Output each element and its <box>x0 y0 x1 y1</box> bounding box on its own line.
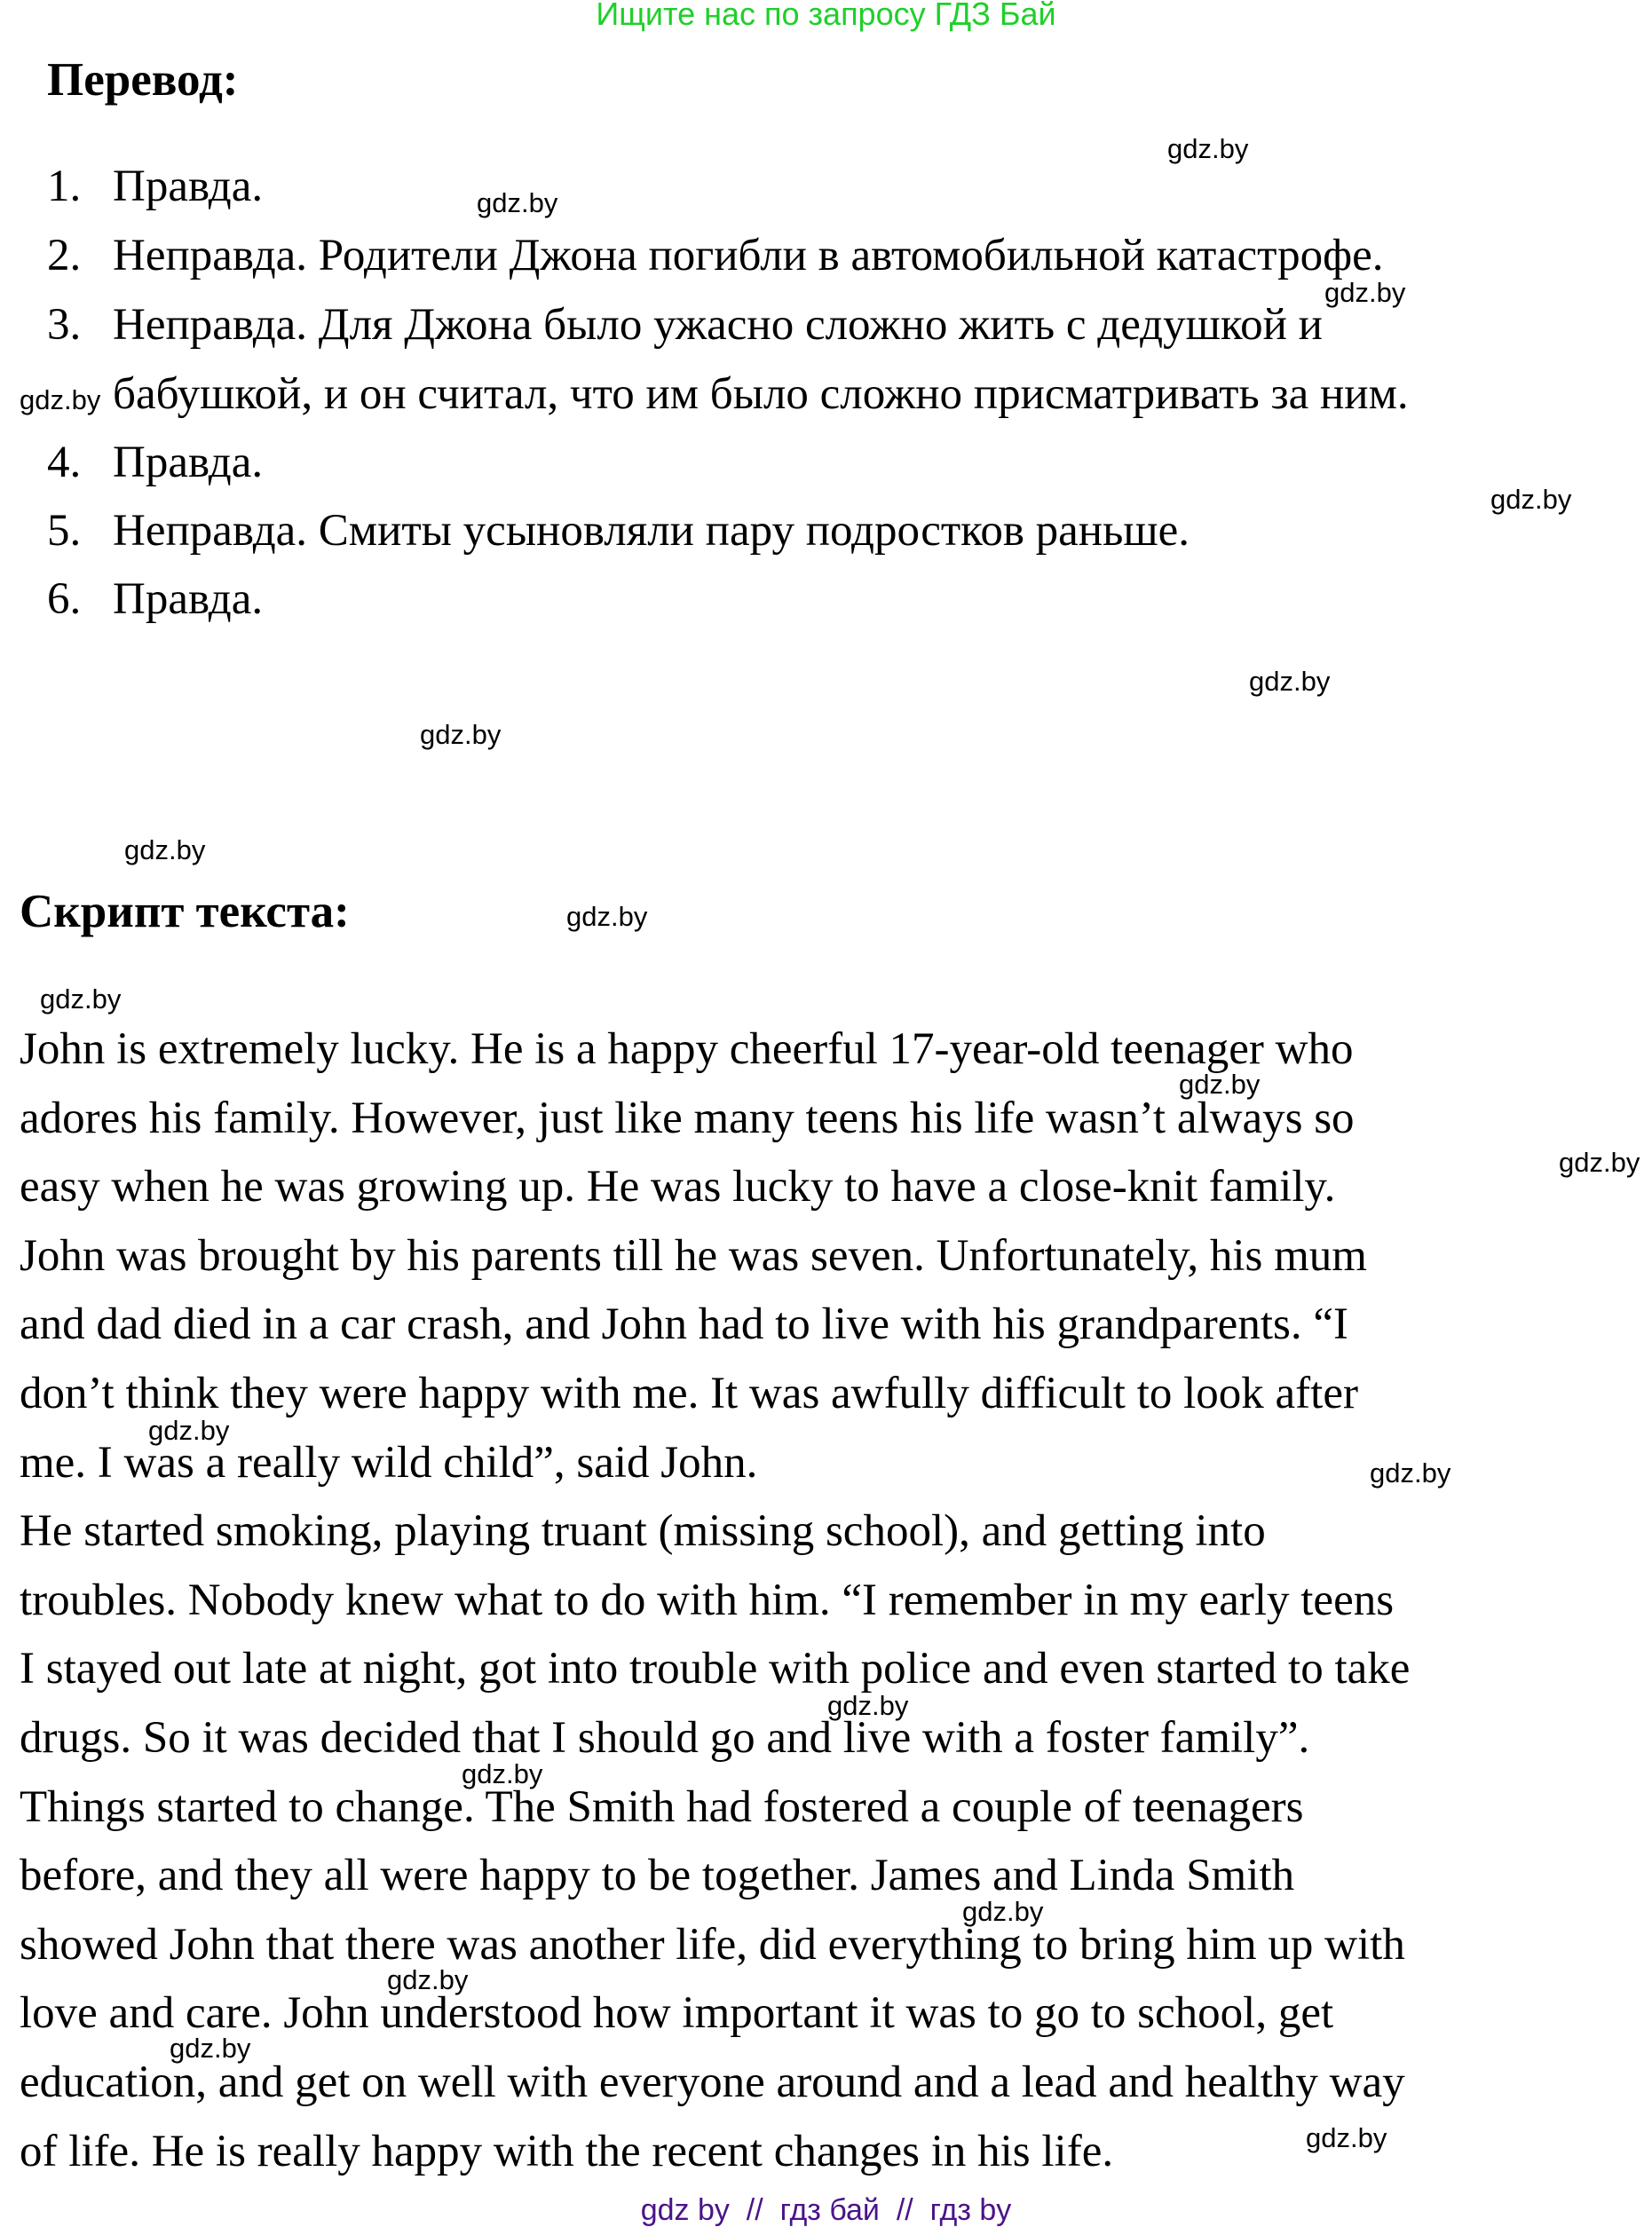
watermark: gdz.by <box>462 1758 543 1789</box>
script-line: John is extremely lucky. He is a happy cheerful 17-year-old teenager who <box>20 1024 1354 1074</box>
list-item: Неправда. Родители Джона погибли в автомобильной катастрофе. <box>113 231 1384 280</box>
watermark: gdz.by <box>387 1964 469 1995</box>
list-item: Правда. <box>113 162 264 211</box>
script-line: troubles. Nobody knew what to do with him. “I remember in my early teens <box>20 1575 1395 1625</box>
script-line: showed John that there was another life, did everything to bring him up with <box>20 1919 1405 1970</box>
watermark: gdz.by <box>20 384 101 415</box>
watermark: gdz.by <box>566 901 648 932</box>
script-line: I stayed out late at night, got into trouble with police and even started to take <box>20 1644 1411 1694</box>
watermark: gdz.by <box>1324 277 1406 308</box>
watermark: gdz.by <box>1559 1147 1640 1178</box>
watermark: gdz.by <box>420 719 502 750</box>
script-line: education, and get on well with everyone around and a lead and healthy way <box>20 2057 1405 2107</box>
item-number: 1. <box>47 162 82 211</box>
script-heading: Скрипт текста: <box>20 886 350 937</box>
watermark: gdz.by <box>477 187 558 218</box>
script-line: before, and they all were happy to be together. James and Linda Smith <box>20 1851 1295 1901</box>
item-number: 4. <box>47 438 82 487</box>
script-line: and dad died in a car crash, and John had to live with his grandparents. “I <box>20 1299 1348 1350</box>
footer-links: gdz by // гдз бай // гдз by <box>640 2193 1012 2227</box>
script-line: adores his family. However, just like many teens his life wasn’t always so <box>20 1093 1355 1143</box>
list-item: Неправда. Смиты усыновляли пару подростков раньше. <box>113 506 1190 556</box>
list-item: Правда. <box>113 438 264 487</box>
watermark: gdz.by <box>148 1415 230 1446</box>
search-banner: Ищите нас по запросу ГДЗ Бай <box>596 0 1056 32</box>
item-number: 5. <box>47 506 82 556</box>
item-number: 3. <box>47 300 82 350</box>
watermark: gdz.by <box>1490 484 1572 515</box>
watermark: gdz.by <box>170 2033 251 2064</box>
script-line: John was brought by his parents till he was seven. Unfortunately, his mum <box>20 1230 1367 1281</box>
script-line: love and care. John understood how important it was to go to school, get <box>20 1988 1334 2039</box>
script-line: don’t think they were happy with me. It was awfully difficult to look after <box>20 1369 1358 1418</box>
watermark: gdz.by <box>40 983 122 1015</box>
script-line: Things started to change. The Smith had fostered a couple of teenagers <box>20 1781 1304 1832</box>
script-line: of life. He is really happy with the recent changes in his life. <box>20 2126 1114 2176</box>
watermark: gdz.by <box>1370 1457 1451 1489</box>
script-line: easy when he was growing up. He was lucky to have a close-knit family. <box>20 1162 1336 1212</box>
watermark: gdz.by <box>1179 1069 1261 1100</box>
list-item: Правда. <box>113 574 264 624</box>
list-item-continuation: бабушкой, и он считал, что им было сложно присматривать за ним. <box>113 369 1409 419</box>
watermark: gdz.by <box>827 1690 909 1721</box>
script-line: me. I was a really wild child”, said John. <box>20 1437 758 1488</box>
item-number: 2. <box>47 231 82 280</box>
script-line: He started smoking, playing truant (missing school), and getting into <box>20 1506 1266 1557</box>
watermark: gdz.by <box>1249 666 1331 697</box>
item-number: 6. <box>47 574 82 624</box>
script-line: drugs. So it was decided that I should go and live with a foster family”. <box>20 1713 1310 1763</box>
watermark: gdz.by <box>962 1896 1044 1927</box>
watermark: gdz.by <box>124 834 206 865</box>
list-item: Неправда. Для Джона было ужасно сложно жить с дедушкой и <box>113 300 1323 350</box>
translation-heading: Перевод: <box>47 54 239 106</box>
watermark: gdz.by <box>1167 133 1249 164</box>
watermark: gdz.by <box>1306 2122 1387 2153</box>
